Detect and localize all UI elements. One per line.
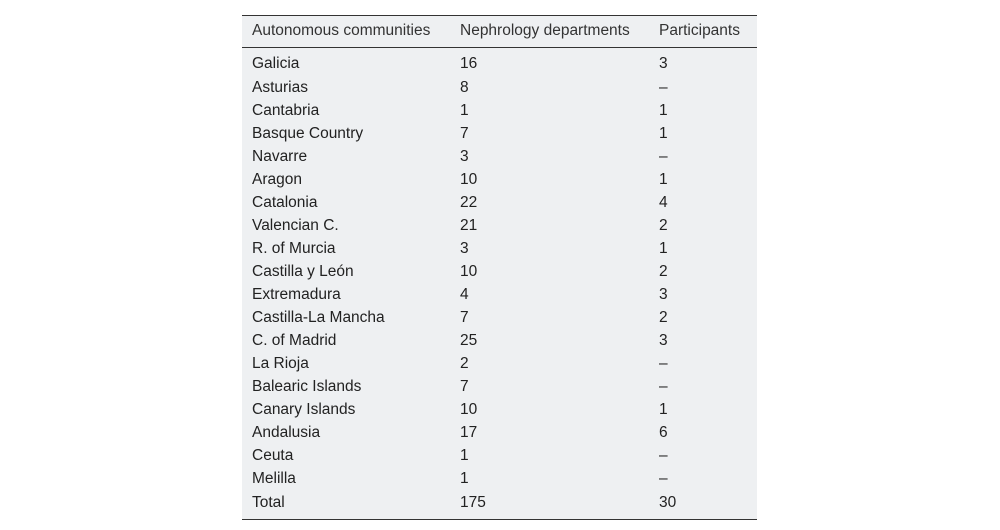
cell-participants: –: [659, 355, 668, 372]
cell-community: Castilla-La Mancha: [252, 309, 385, 326]
table-row: [242, 376, 757, 399]
table-row: [242, 146, 757, 169]
cell-participants: 4: [659, 194, 668, 211]
table-row: [242, 468, 757, 491]
communities-table: [242, 16, 757, 519]
table-row: [242, 353, 757, 376]
cell-community: Ceuta: [252, 447, 294, 464]
table-body: [242, 47, 757, 519]
cell-community: Balearic Islands: [252, 378, 362, 395]
table-row: [242, 422, 757, 445]
cell-community: Asturias: [252, 79, 308, 96]
cell-participants: 1: [659, 102, 668, 119]
header-participants: Participants: [649, 16, 757, 47]
data-table: [242, 15, 757, 520]
cell-departments: 175: [460, 494, 486, 511]
cell-community: La Rioja: [252, 355, 309, 372]
cell-departments: 10: [460, 171, 478, 188]
table-row: [242, 77, 757, 100]
table-row: [242, 192, 757, 215]
cell-participants: 1: [659, 401, 668, 418]
cell-departments: 7: [460, 125, 469, 142]
table-row: [242, 47, 757, 77]
cell-community: Castilla y León: [252, 263, 354, 280]
table-row: [242, 238, 757, 261]
cell-participants: –: [659, 79, 668, 96]
cell-departments: 3: [460, 240, 469, 257]
cell-departments: 1: [460, 447, 469, 464]
cell-departments: 4: [460, 286, 469, 303]
cell-departments: 7: [460, 378, 469, 395]
cell-participants: 6: [659, 424, 668, 441]
cell-participants: 1: [659, 171, 668, 188]
table-header: [242, 16, 757, 47]
cell-community: Cantabria: [252, 102, 320, 119]
cell-community: Galicia: [252, 55, 300, 72]
cell-community: Basque Country: [252, 125, 364, 142]
cell-participants: –: [659, 470, 668, 487]
total-row: [242, 491, 757, 519]
cell-community: R. of Murcia: [252, 240, 336, 257]
table-row: [242, 399, 757, 422]
table-row: [242, 123, 757, 146]
table-row: [242, 307, 757, 330]
cell-participants: –: [659, 148, 668, 165]
cell-participants: –: [659, 447, 668, 464]
header-communities: Autonomous communities: [242, 16, 450, 47]
cell-departments: 25: [460, 332, 478, 349]
cell-community: Extremadura: [252, 286, 341, 303]
table-row: [242, 284, 757, 307]
cell-departments: 17: [460, 424, 478, 441]
table-row: [242, 169, 757, 192]
cell-community: Melilla: [252, 470, 296, 487]
cell-participants: 1: [659, 125, 668, 142]
cell-participants: 2: [659, 217, 668, 234]
cell-community: Valencian C.: [252, 217, 339, 234]
cell-participants: 2: [659, 309, 668, 326]
cell-community: Canary Islands: [252, 401, 356, 418]
cell-participants: 3: [659, 286, 668, 303]
cell-participants: –: [659, 378, 668, 395]
table-row: [242, 100, 757, 123]
cell-departments: 1: [460, 470, 469, 487]
table-row: [242, 261, 757, 284]
cell-departments: 16: [460, 55, 478, 72]
header-departments: Nephrology departments: [450, 16, 649, 47]
cell-participants: 2: [659, 263, 668, 280]
cell-participants: 3: [659, 332, 668, 349]
cell-departments: 21: [460, 217, 478, 234]
cell-community: Aragon: [252, 171, 302, 188]
cell-community: C. of Madrid: [252, 332, 337, 349]
cell-departments: 1: [460, 102, 469, 119]
table-row: [242, 215, 757, 238]
cell-participants: 1: [659, 240, 668, 257]
cell-participants: 3: [659, 55, 668, 72]
table-row: [242, 445, 757, 468]
table-row: [242, 330, 757, 353]
cell-participants: 30: [659, 494, 677, 511]
header-row: [242, 16, 757, 47]
cell-community: Catalonia: [252, 194, 318, 211]
cell-community: Andalusia: [252, 424, 321, 441]
cell-departments: 22: [460, 194, 478, 211]
cell-departments: 2: [460, 355, 469, 372]
cell-community: Total: [252, 494, 285, 511]
cell-departments: 10: [460, 401, 478, 418]
cell-departments: 3: [460, 148, 469, 165]
cell-departments: 8: [460, 79, 469, 96]
cell-departments: 7: [460, 309, 469, 326]
cell-departments: 10: [460, 263, 478, 280]
cell-community: Navarre: [252, 148, 308, 165]
